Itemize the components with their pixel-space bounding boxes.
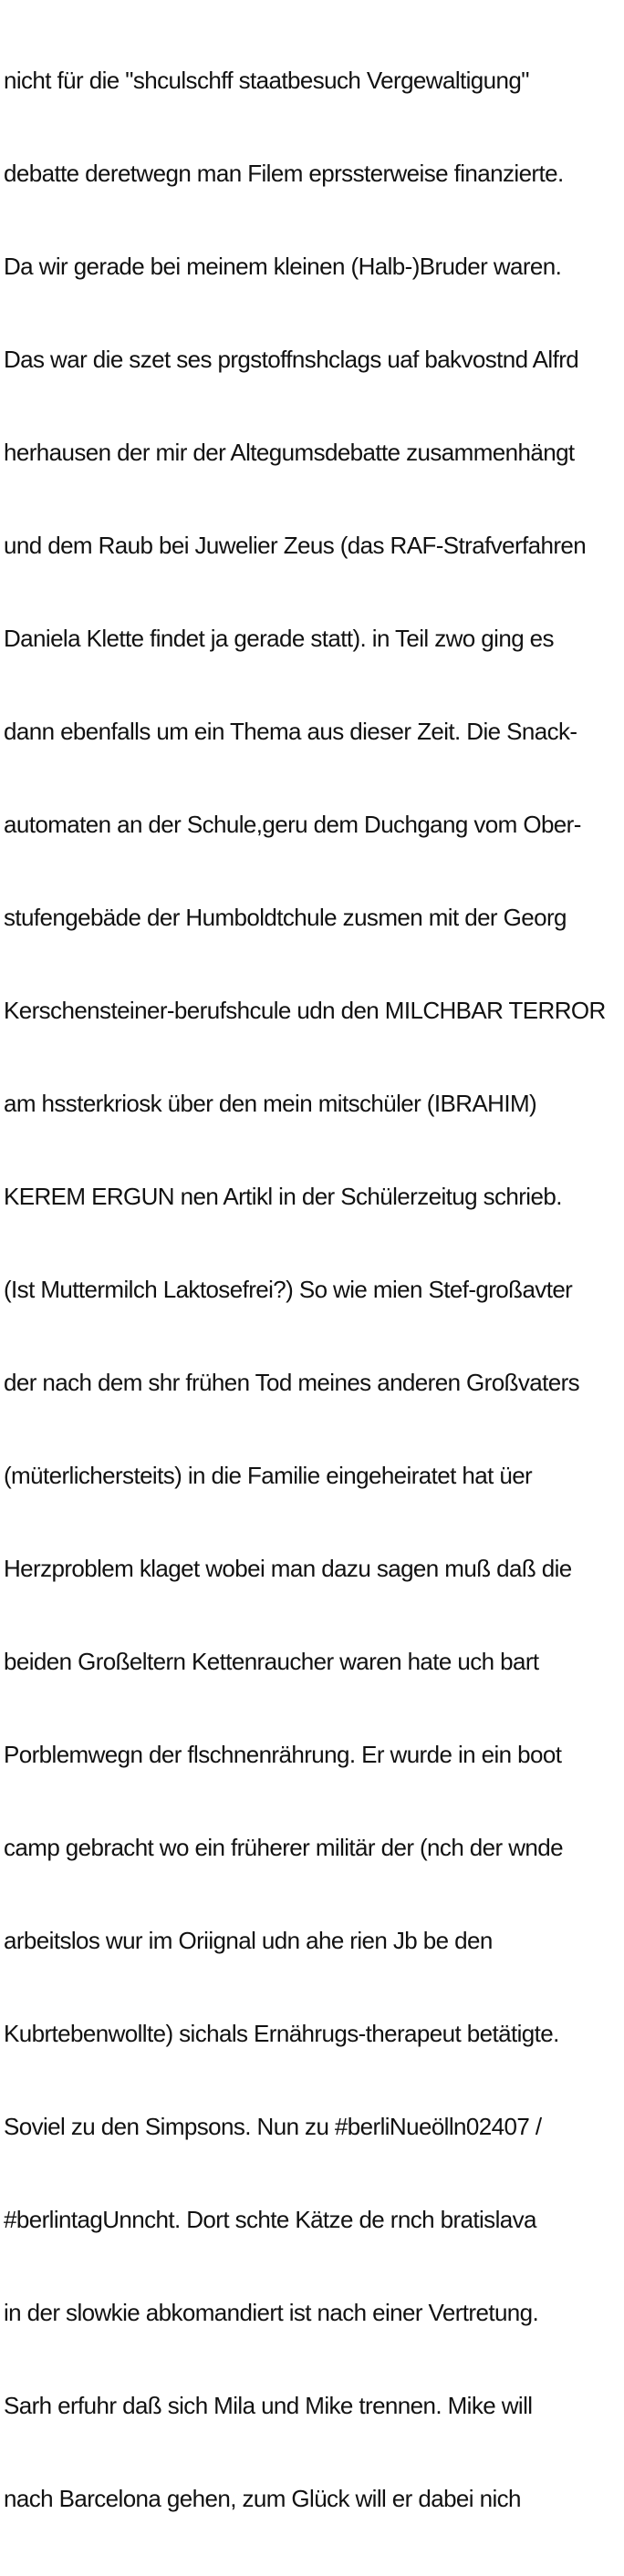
text-line: und dem Raub bei Juwelier Zeus (das RAF-Strafverfahren: [4, 532, 587, 559]
text-line: in der slowkie abkomandiert ist nach einer Vertretung.: [4, 2299, 539, 2326]
paragraph-text: [4, 3, 622, 2576]
text-line: Sarh erfuhr daß sich Mila und Mike trennen. Mike will: [4, 2392, 533, 2419]
text-line: am hssterkriosk über den mein mitschüler (IBRAHIM): [4, 1090, 537, 1117]
text-line: dann ebenfalls um ein Thema aus dieser Zeit. Die Snack-: [4, 718, 577, 745]
text-line: Daniela Klette findet ja gerade statt). in Teil zwo ging es: [4, 625, 554, 652]
text-line: stufengebäde der Humboldtchule zusmen mit der Georg: [4, 904, 567, 931]
text-line: nicht für die "shculschff staatbesuch Vergewaltigung": [4, 67, 529, 94]
text-line: Kubrtebenwollte) sichals Ernährugs-therapeut betätigte.: [4, 2020, 559, 2047]
text-line: Das war die szet ses prgstoffnshclags uaf bakvostnd Alfrd: [4, 346, 579, 373]
text-line: nach Barcelona gehen, zum Glück will er dabei nich: [4, 2485, 521, 2512]
text-line: (Ist Muttermilch Laktosefrei?) So wie mien Stef-großavter: [4, 1276, 573, 1303]
text-line: automaten an der Schule,geru dem Duchgang vom Ober-: [4, 811, 581, 838]
text-line: Herzproblem klaget wobei man dazu sagen muß daß die: [4, 1555, 572, 1582]
text-line: Da wir gerade bei meinem kleinen (Halb-)Bruder waren.: [4, 253, 562, 280]
text-line: debatte deretwegn man Filem eprssterweise finanzierte.: [4, 160, 564, 187]
text-line: herhausen der mir der Altegumsdebatte zusammenhängt: [4, 439, 575, 466]
text-line: camp gebracht wo ein früherer militär der (nch der wnde: [4, 1834, 563, 1861]
text-line: arbeitslos wur im Oriignal udn ahe rien Jb be den: [4, 1927, 493, 1954]
text-line: Soviel zu den Simpsons. Nun zu #berliNueölln02407 /: [4, 2113, 542, 2140]
text-line: Porblemwegn der flschnenrährung. Er wurde in ein boot: [4, 1741, 562, 1768]
text-line: beiden Großeltern Kettenraucher waren hate uch bart: [4, 1648, 539, 1675]
text-line: #berlintagUnncht. Dort schte Kätze de rnch bratislava: [4, 2206, 536, 2233]
text-line: (müterlichersteits) in die Familie eingeheiratet hat üer: [4, 1462, 533, 1489]
text-line: der nach dem shr frühen Tod meines anderen Großvaters: [4, 1369, 580, 1396]
text-line: KEREM ERGUN nen Artikl in der Schülerzeitug schrieb.: [4, 1183, 562, 1210]
text-line: Kerschensteiner-berufshcule udn den MILCHBAR TERROR: [4, 997, 606, 1024]
